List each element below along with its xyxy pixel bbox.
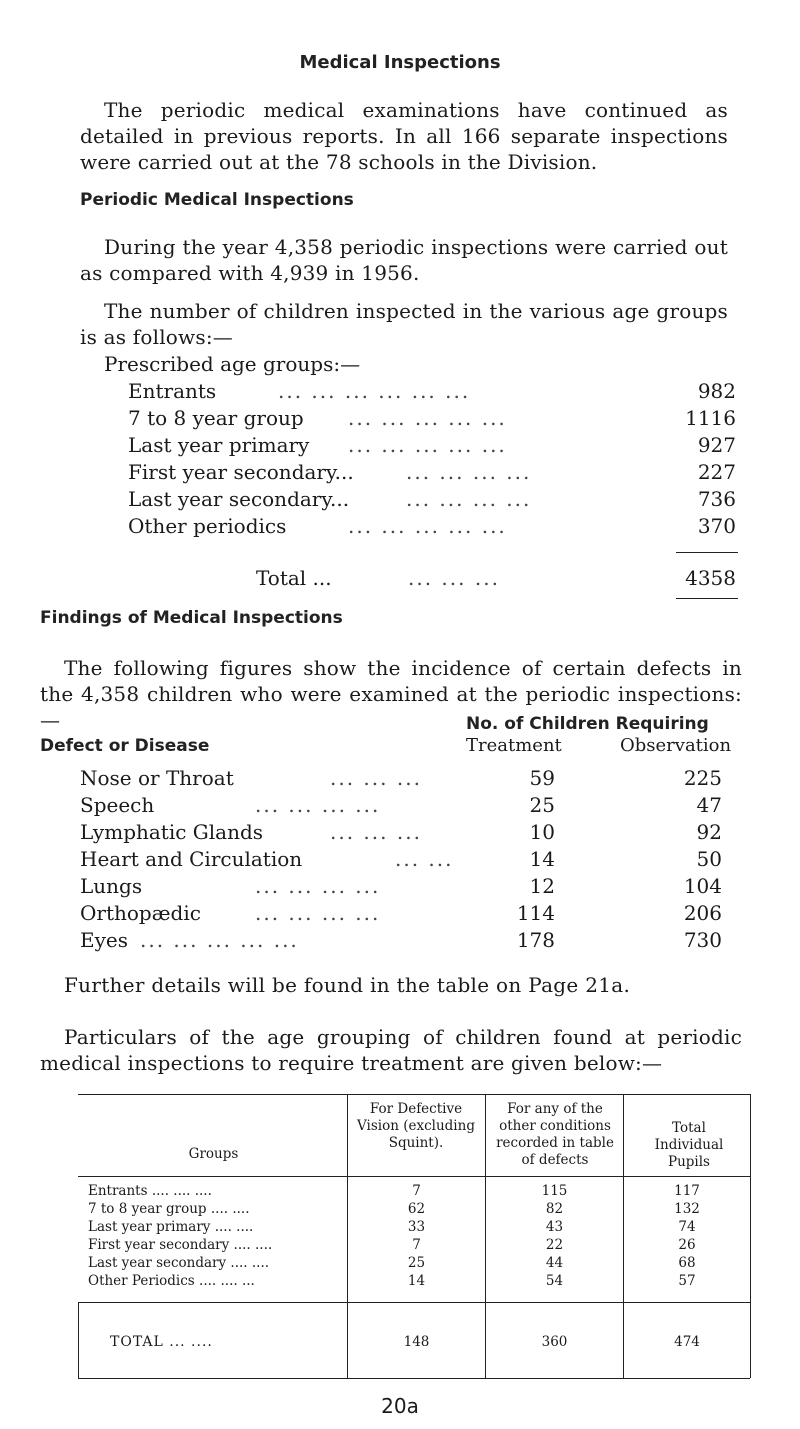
leader-dots: ... ... xyxy=(395,847,454,871)
total-cell: 117 xyxy=(674,1183,700,1199)
table-row xyxy=(80,820,740,846)
leader-dots: ... ... ... ... xyxy=(255,901,381,925)
group-label: Last year primary xyxy=(128,433,310,457)
group-cell: Entrants .... .... .... xyxy=(88,1183,212,1199)
list-item xyxy=(128,460,736,486)
other-cell: 54 xyxy=(545,1273,564,1289)
findings-paragraph: The following figures show the incidence of certain defects in the 4,358 children who were examined at the periodic inspections:— xyxy=(40,656,742,732)
group-cell: Last year primary .... .... xyxy=(88,1219,254,1235)
observation-value: 225 xyxy=(683,766,722,790)
treatment-value: 12 xyxy=(529,874,555,898)
defect-label: Speech xyxy=(80,793,155,817)
total-row xyxy=(128,566,736,592)
list-item xyxy=(128,433,736,459)
total-total-cell: 474 xyxy=(674,1334,700,1350)
group-label: Other periodics xyxy=(128,514,287,538)
group-value: 736 xyxy=(697,487,736,511)
prescribed-label: Prescribed age groups:— xyxy=(104,352,361,376)
leader-dots: ... ... ... xyxy=(408,566,500,590)
header-other-conditions: For any of the other conditions recorded in table of defects xyxy=(496,1101,614,1168)
table-row xyxy=(80,793,740,819)
findings-col-observation: Observation xyxy=(620,735,732,756)
treatment-value: 14 xyxy=(529,847,555,871)
leader-dots: ... ... ... ... ... xyxy=(140,928,299,952)
total-vision-cell: 148 xyxy=(403,1334,430,1350)
page-title: Medical Inspections xyxy=(299,52,501,73)
defect-label: Lymphatic Glands xyxy=(80,820,264,844)
periodic-heading: Periodic Medical Inspections xyxy=(80,190,354,210)
defect-label: Nose or Throat xyxy=(80,766,234,790)
observation-value: 206 xyxy=(683,901,722,925)
leader-dots: ... ... ... ... ... xyxy=(348,514,507,538)
group-label: First year secondary... xyxy=(128,460,354,484)
leader-dots: ... ... ... ... xyxy=(406,460,532,484)
treatment-value: 178 xyxy=(516,928,555,952)
observation-value: 50 xyxy=(696,847,722,871)
observation-value: 92 xyxy=(696,820,722,844)
header-groups: Groups xyxy=(188,1146,239,1162)
periodic-paragraph-2: The number of children inspected in the various age groups is as follows:— xyxy=(80,299,728,349)
leader-dots: ... ... ... ... xyxy=(255,874,381,898)
particulars-paragraph: Particulars of the age grouping of children found at periodic medical inspections to require treatment are given below:— xyxy=(40,1025,742,1075)
total-other-cell: 360 xyxy=(541,1334,568,1350)
group-cell: 7 to 8 year group .... .... xyxy=(88,1201,250,1217)
leader-dots: ... ... ... ... xyxy=(255,793,381,817)
vision-cell: 33 xyxy=(407,1219,426,1235)
table-row xyxy=(80,874,740,900)
vision-cell: 7 xyxy=(412,1183,421,1199)
group-value: 927 xyxy=(697,433,736,457)
other-cell: 22 xyxy=(545,1237,564,1253)
leader-dots: ... ... ... ... ... xyxy=(348,406,507,430)
group-cell: Last year secondary .... .... xyxy=(88,1255,270,1271)
other-cell: 115 xyxy=(541,1183,568,1199)
table-row xyxy=(80,847,740,873)
further-details: Further details will be found in the table on Page 21a. xyxy=(64,973,631,997)
header-total-pupils: Total Individual Pupils xyxy=(654,1120,724,1170)
total-value: 4358 xyxy=(685,566,736,590)
header-defective-vision: For Defective Vision (excluding Squint). xyxy=(357,1101,475,1151)
list-item xyxy=(128,406,736,432)
vision-cell: 14 xyxy=(407,1273,426,1289)
treatment-value: 114 xyxy=(516,901,555,925)
treatment-value: 59 xyxy=(529,766,555,790)
defect-label: Orthopædic xyxy=(80,901,201,925)
other-cell: 44 xyxy=(545,1255,564,1271)
leader-dots: ... ... ... xyxy=(330,820,422,844)
page-number: 20a xyxy=(381,1394,419,1418)
total-cell: 68 xyxy=(678,1255,696,1271)
vision-cell: 25 xyxy=(407,1255,426,1271)
table-row xyxy=(80,901,740,927)
table-border-right xyxy=(750,1094,751,1378)
findings-col-treatment: Treatment xyxy=(466,735,562,756)
other-cell: 82 xyxy=(545,1201,564,1217)
vision-cell: 62 xyxy=(407,1201,426,1217)
group-cell: Other Periodics .... .... ... xyxy=(88,1273,255,1289)
vision-cell: 7 xyxy=(412,1237,421,1253)
defect-label: Lungs xyxy=(80,874,143,898)
group-value: 982 xyxy=(697,379,736,403)
divider xyxy=(676,552,738,553)
leader-dots: ... ... ... ... xyxy=(406,487,532,511)
table-border-left xyxy=(78,1302,79,1378)
group-value: 227 xyxy=(697,460,736,484)
other-cell: 43 xyxy=(545,1219,564,1235)
group-label: 7 to 8 year group xyxy=(128,406,304,430)
intro-paragraph: The periodic medical examinations have continued as detailed in previous reports. In all 166 separate inspections were carried out at the 78 schools in the Division. xyxy=(80,98,728,174)
divider xyxy=(676,598,738,599)
total-group-cell: TOTAL ... .... xyxy=(110,1334,213,1350)
total-cell: 26 xyxy=(678,1237,696,1253)
table-border-top xyxy=(78,1094,750,1095)
group-label: Last year secondary... xyxy=(128,487,350,511)
group-cell: First year secondary .... .... xyxy=(88,1237,273,1253)
table-total-rule xyxy=(78,1302,750,1303)
leader-dots: ... ... ... xyxy=(330,766,422,790)
findings-heading: Findings of Medical Inspections xyxy=(40,608,343,628)
observation-value: 730 xyxy=(683,928,722,952)
total-cell: 57 xyxy=(678,1273,696,1289)
treatment-value: 25 xyxy=(529,793,555,817)
findings-col-group-header: No. of Children Requiring xyxy=(466,714,709,734)
defect-label: Heart and Circulation xyxy=(80,847,303,871)
total-cell: 74 xyxy=(678,1219,696,1235)
group-value: 1116 xyxy=(685,406,736,430)
treatment-value: 10 xyxy=(529,820,555,844)
table-row xyxy=(80,928,740,954)
table-header-rule xyxy=(78,1176,750,1177)
total-cell: 132 xyxy=(674,1201,700,1217)
list-item xyxy=(128,487,736,513)
list-item xyxy=(128,379,736,405)
leader-dots: ... ... ... ... ... ... xyxy=(278,379,471,403)
defect-label: Eyes xyxy=(80,928,128,952)
leader-dots: ... ... ... ... ... xyxy=(348,433,507,457)
observation-value: 104 xyxy=(683,874,722,898)
group-value: 370 xyxy=(697,514,736,538)
findings-col-defect: Defect or Disease xyxy=(40,736,210,756)
list-item xyxy=(128,514,736,540)
table-border-bottom xyxy=(78,1378,750,1379)
group-label: Entrants xyxy=(128,379,217,403)
total-label: Total ... xyxy=(256,566,332,590)
table-row xyxy=(80,766,740,792)
periodic-paragraph-1: During the year 4,358 periodic inspections were carried out as compared with 4,939 in 1956. xyxy=(80,235,728,285)
observation-value: 47 xyxy=(696,793,722,817)
